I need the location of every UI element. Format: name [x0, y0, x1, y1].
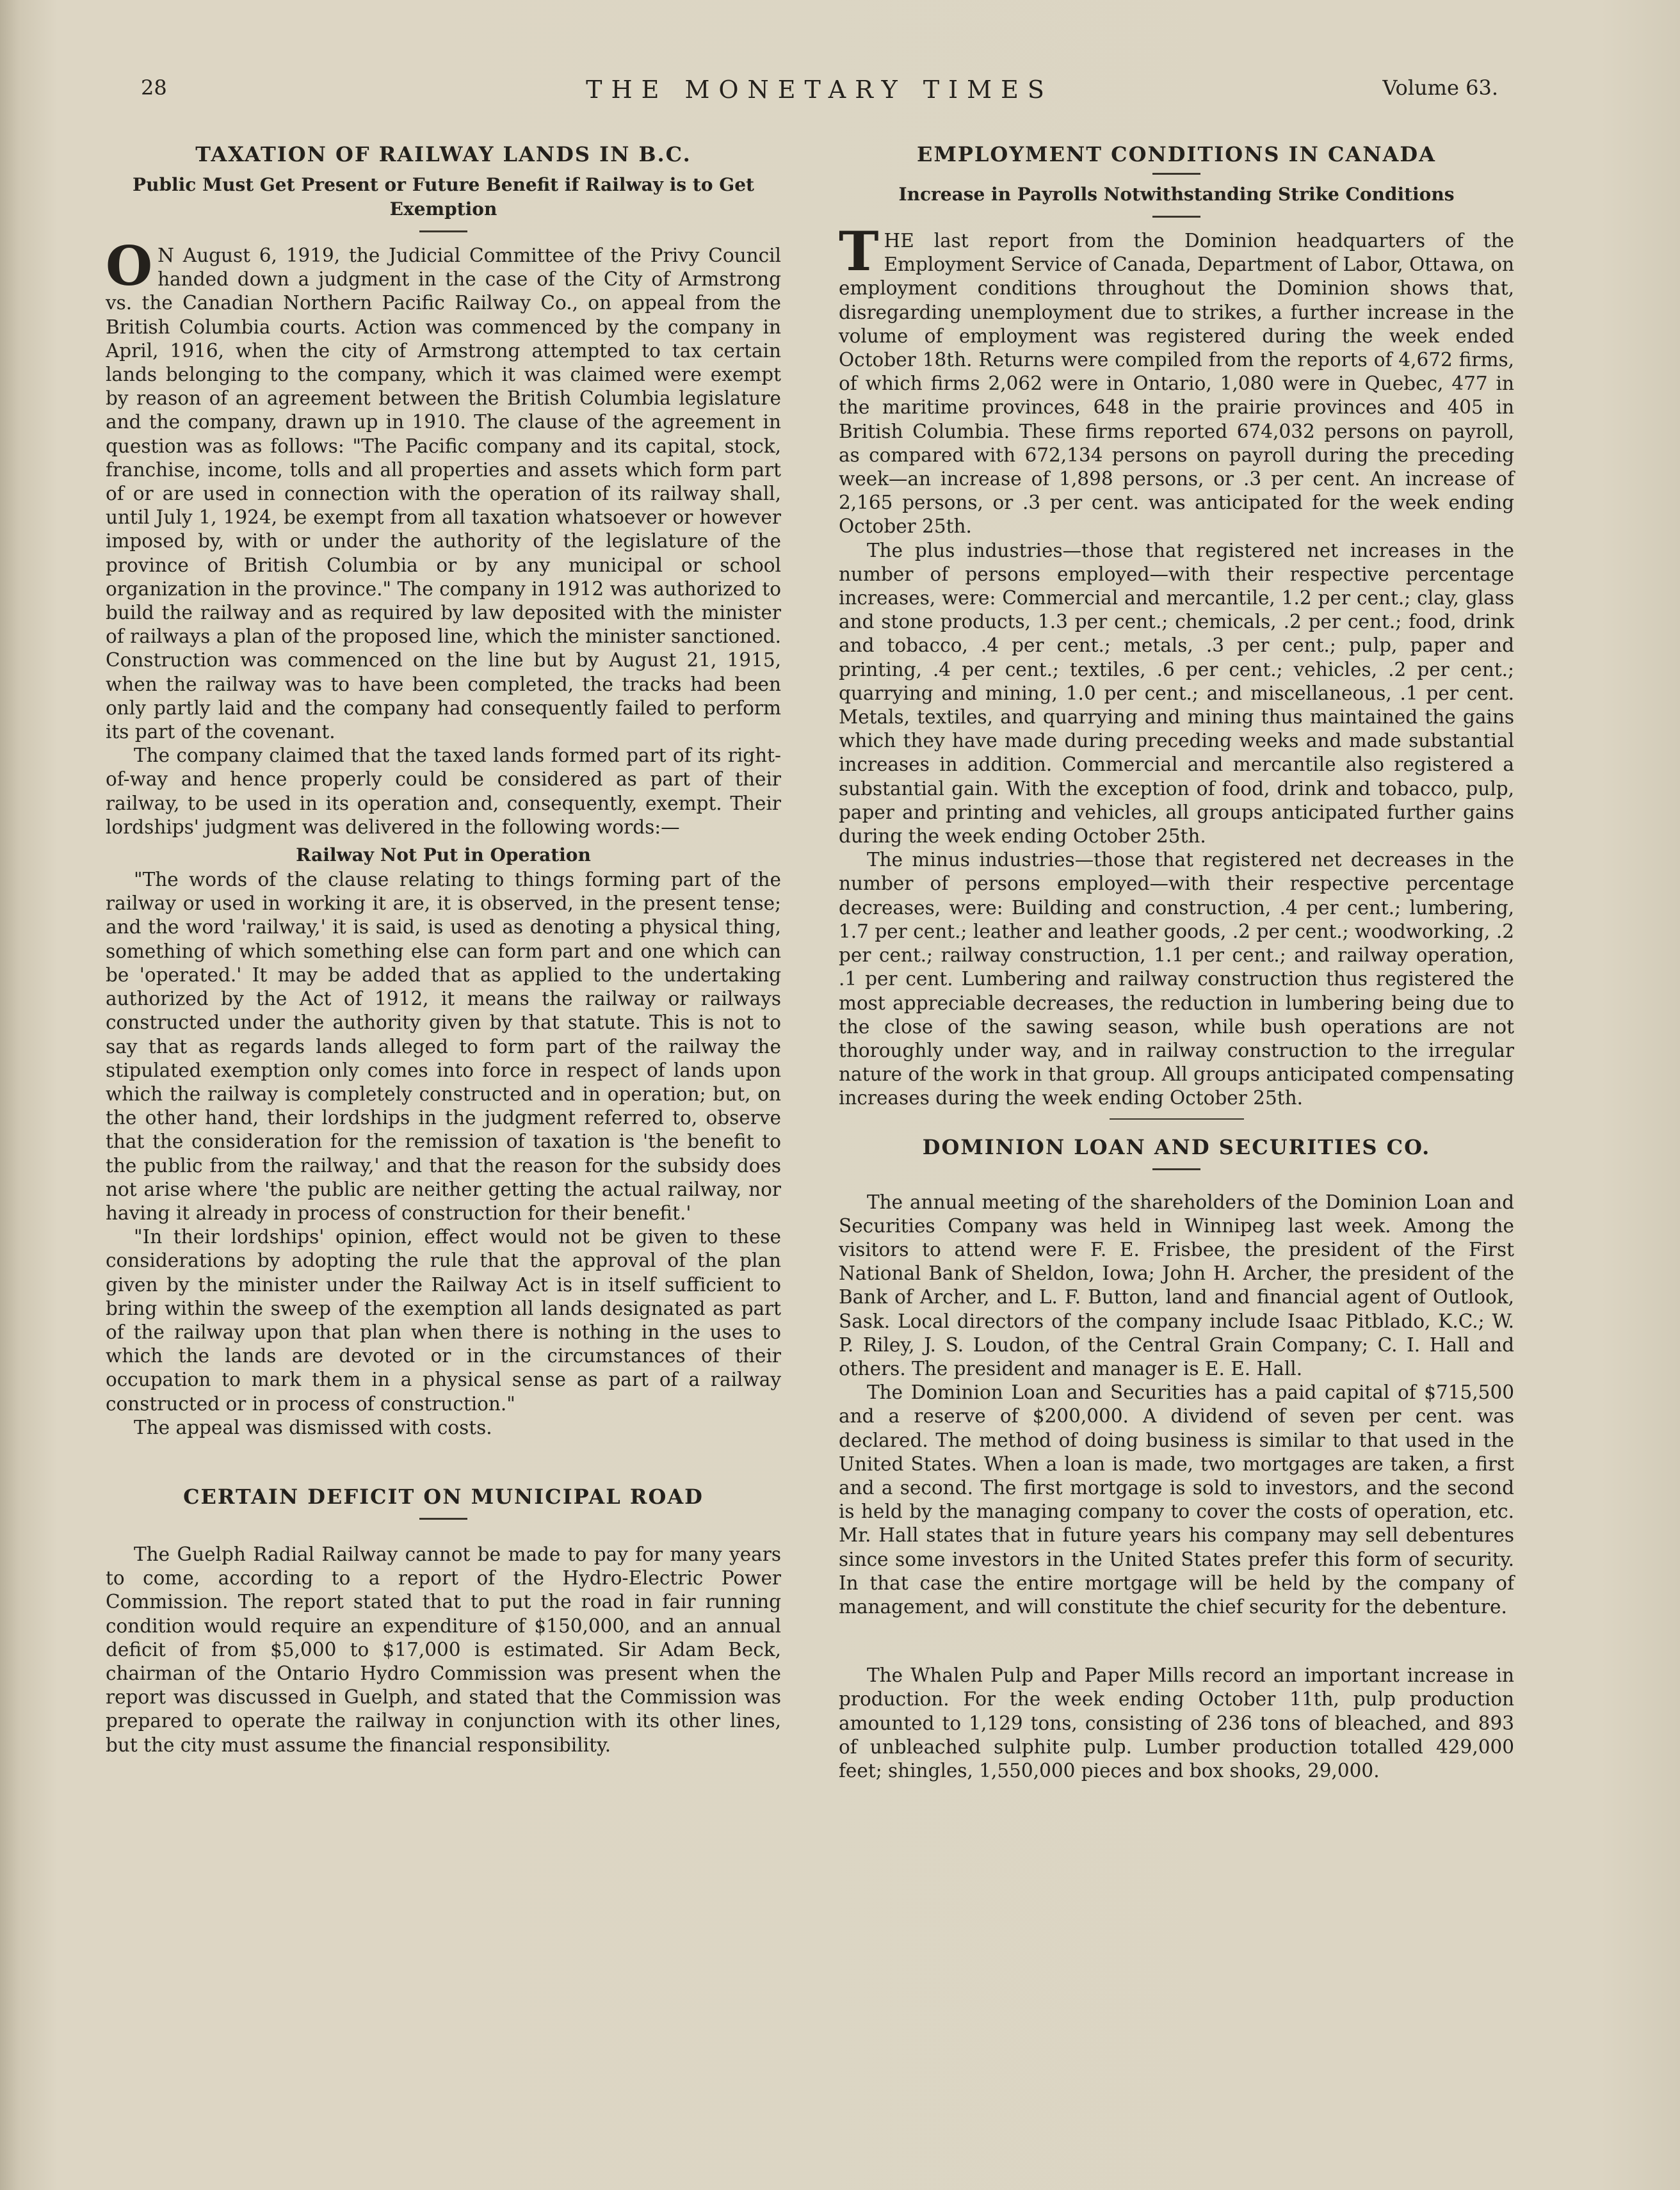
article-title: DOMINION LOAN AND SECURITIES CO.	[922, 1134, 1431, 1159]
subtitle-divider	[419, 230, 467, 232]
article-title: TAXATION OF RAILWAY LANDS IN B.C.	[195, 142, 691, 166]
article-paragraph: The plus industries—those that registered net increases in the number of persons employed—with their respective percentage increases, were: Commercial and mercantile, 1.2 per cent.; clay, glass and stone products, 1.3 per cent.; chemicals, .2 per cent.; food, drink and tobacco, .4 per cent.; metals, .3 per cent.; pulp, paper and printing, .4 per cent.; textiles, .6 per cent.; vehicles, .2 per cent.; quarrying and mining, 1.0 per cent.; and miscellaneous, .1 per cent. Metals, textiles, and quarrying and mining thus maintained the gains which they have made during preceding weeks and made substantial increases in addition. Commercial and mercantile also registered a substantial gain. With the exception of food, drink and tobacco, pulp, paper and printing and vehicles, all groups anticipated further gains during the week ending October 25th.	[839, 539, 1514, 848]
article-title: CERTAIN DEFICIT ON MUNICIPAL ROAD	[183, 1484, 704, 1509]
page-header	[141, 76, 1498, 114]
title-divider	[1152, 1168, 1200, 1170]
left-column	[106, 142, 781, 1757]
article-whalen-pulp	[839, 1664, 1514, 1783]
section-subheading: Railway Not Put in Operation	[296, 844, 591, 866]
title-divider	[1152, 173, 1200, 175]
article-paragraph: The Dominion Loan and Securities has a paid capital of $715,500 and a reserve of $200,000. A dividend of seven per cent. was declared. The method of doing business is similar to that used in the United States. When a loan is made, two mortgages are taken, a first and a second. The first mortgage is sold to investors, and the second is held by the managing company to cover the costs of operation, etc. Mr. Hall states that in future years his company may sell debentures since some investors in the United States prefer this form of security. In that case the entire mortgage will be held by the company of management, and will constitute the chief security for the debenture.	[839, 1381, 1514, 1618]
spacer	[839, 1619, 1514, 1664]
article-paragraph: The Guelph Radial Railway cannot be made to pay for many years to come, according to a report of the Hydro-Electric Power Commission. The report stated that to put the road in fair running condition would require an expenditure of $150,000, and an annual deficit of from $5,000 to $17,000 is estimated. Sir Adam Beck, chairman of the Ontario Hydro Commission was present when the report was discussed in Guelph, and stated that the Commission was prepared to operate the railway in conjunction with its other lines, but the city must assume the financial responsibility.	[106, 1543, 781, 1756]
right-column	[839, 142, 1514, 1783]
volume-label: Volume 63.	[1382, 76, 1498, 100]
article-paragraph: THE last report from the Dominion headquarters of the Employment Service of Canada, Department of Labor, Ottawa, on employment conditions throughout the Dominion shows that, disregarding unemployment due to strikes, a further increase in the volume of employment was registered during the week ended October 18th. Returns were compiled from the reports of 4,672 firms, of which firms 2,062 were in Ontario, 1,080 were in Quebec, 477 in the maritime provinces, 648 in the prairie provinces and 405 in British Columbia. These firms reported 674,032 persons on payroll, as compared with 672,134 persons on payroll during the preceding week—an increase of 1,898 persons, or .3 per cent. An increase of 2,165 persons, or .3 per cent. was anticipated for the week ending October 25th.	[839, 220, 1514, 538]
page-number: 28	[141, 76, 167, 100]
section-divider	[1110, 1118, 1244, 1120]
article-paragraph: The annual meeting of the shareholders of the Dominion Loan and Securities Company was held in Winnipeg last week. Among the visitors to attend were F. E. Frisbee, the president of the First National Bank of Sheldon, Iowa; John H. Archer, the president of the Bank of Archer, and L. F. Button, land and financial agent of Outlook, Sask. Local directors of the company include Isaac Pitblado, K.C.; W. P. Riley, J. S. Loudon, of the Central Grain Company; C. I. Hall and others. The president and manager is E. E. Hall.	[839, 1191, 1514, 1380]
article-employment-conditions	[839, 142, 1514, 1120]
article-title: EMPLOYMENT CONDITIONS IN CANADA	[917, 142, 1436, 166]
article-paragraph: "In their lordships' opinion, effect would not be given to these considerations by adopting the rule that the approval of the plan given by the minister under the Railway Act is in itself sufficient to bring within the sweep of the exemption all lands designated as part of the railway upon that plan when there is nothing in the uses to which the lands are devoted or in the circumstances of their occupation to mark them in a physical sense as part of a railway constructed or in process of construction."	[106, 1226, 781, 1415]
journal-title: THE MONETARY TIMES	[586, 76, 1053, 104]
spacer	[106, 1440, 781, 1485]
article-paragraph: The minus industries—those that registered net decreases in the number of persons employed—with their respective percentage decreases, were: Building and construction, .4 per cent.; lumbering, 1.7 per cent.; leather and leather goods, .2 per cent.; woodworking, .2 per cent.; railway construction, 1.1 per cent.; and railway operation, .1 per cent. Lumbering and railway construction thus registered the most appreciable decreases, the reduction in lumbering being due to the close of the sawing season, while bush operations are not thoroughly under way, and in railway construction to the irregular nature of the work in that group. All groups anticipated compensating increases during the week ending October 25th.	[839, 849, 1514, 1109]
article-taxation-railway-lands	[106, 142, 781, 1440]
article-paragraph: The appeal was dismissed with costs.	[134, 1416, 492, 1438]
article-paragraph: The Whalen Pulp and Paper Mills record an important increase in production. For the week ending October 11th, pulp production amounted to 1,129 tons, consisting of 236 tons of bleached, and 893 of unbleached sulphite pulp. Lumber production totalled 429,000 feet; shingles, 1,550,000 pieces and box shooks, 29,000.	[839, 1664, 1514, 1782]
article-dominion-loan	[839, 1135, 1514, 1620]
title-divider	[419, 1518, 467, 1520]
article-municipal-road	[106, 1485, 781, 1757]
article-paragraph: O N August 6, 1919, the Judicial Committee of the Privy Council handed down a judgment in the case of the City of Armstrong vs. the Canadian Northern Pacific Railway Co., on appeal from the British Columbia courts. Action was commenced by the company in April, 1916, when the city of Armstrong attempted to tax certain lands belonging to the company, which it was claimed were exempt by reason of an agreement between the British Columbia legislature and the company, drawn up in 1910. The clause of the agreement in question was as follows: "The Pacific company and its capital, stock, franchise, income, tolls and all properties and assets which form part of or are used in connection with the operation of its railway shall, until July 1, 1924, be exempt from all taxation whatsoever or however imposed by, with or under the authority of the legislature of the province of British Columbia or by any municipal or school organization in the province." The company in 1912 was authorized to build the railway and as required by law deposited with the minister of railways a plan of the proposed line, which the minister sanctioned. Construction was commenced on the line but by August 21, 1915, when the railway was to have been completed, the tracks had been only partly laid and the company had consequently failed to perform its part of the covenant.	[106, 234, 781, 743]
article-subtitle: Increase in Payrolls Notwithstanding Strike Conditions	[898, 184, 1455, 205]
article-subtitle: Public Must Get Present or Future Benefit if Railway is to Get Exemption	[133, 174, 754, 220]
subtitle-divider	[1152, 216, 1200, 218]
article-paragraph: "The words of the clause relating to things forming part of the railway or used in working it are, it is observed, in the present tense; and the word 'railway,' it is said, is used as denoting a physical thing, something of which something else can form part and one which can be 'operated.' It may be added that as applied to the undertaking authorized by the Act of 1912, it means the railway or railways constructed under the authority given by that statute. This is not to say that as regards lands alleged to form part of the railway the stipulated exemption only comes into force in respect of lands upon which the railway is completely constructed and in operation; but, on the other hand, their lordships in the judgment referred to, observe that the consideration for the remission of taxation is 'the benefit to the public from the railway,' and that the reason for the subsidy does not arise where 'the public are neither getting the actual railway, nor having it already in process of construction for their benefit.'	[106, 869, 781, 1224]
article-paragraph: The company claimed that the taxed lands formed part of its right-of-way and hence properly could be considered as part of their railway, to be used in its operation and, consequently, exempt. Their lordships' judgment was delivered in the following words:—	[106, 745, 781, 838]
drop-cap: T	[839, 220, 879, 283]
drop-cap: O	[106, 234, 153, 298]
